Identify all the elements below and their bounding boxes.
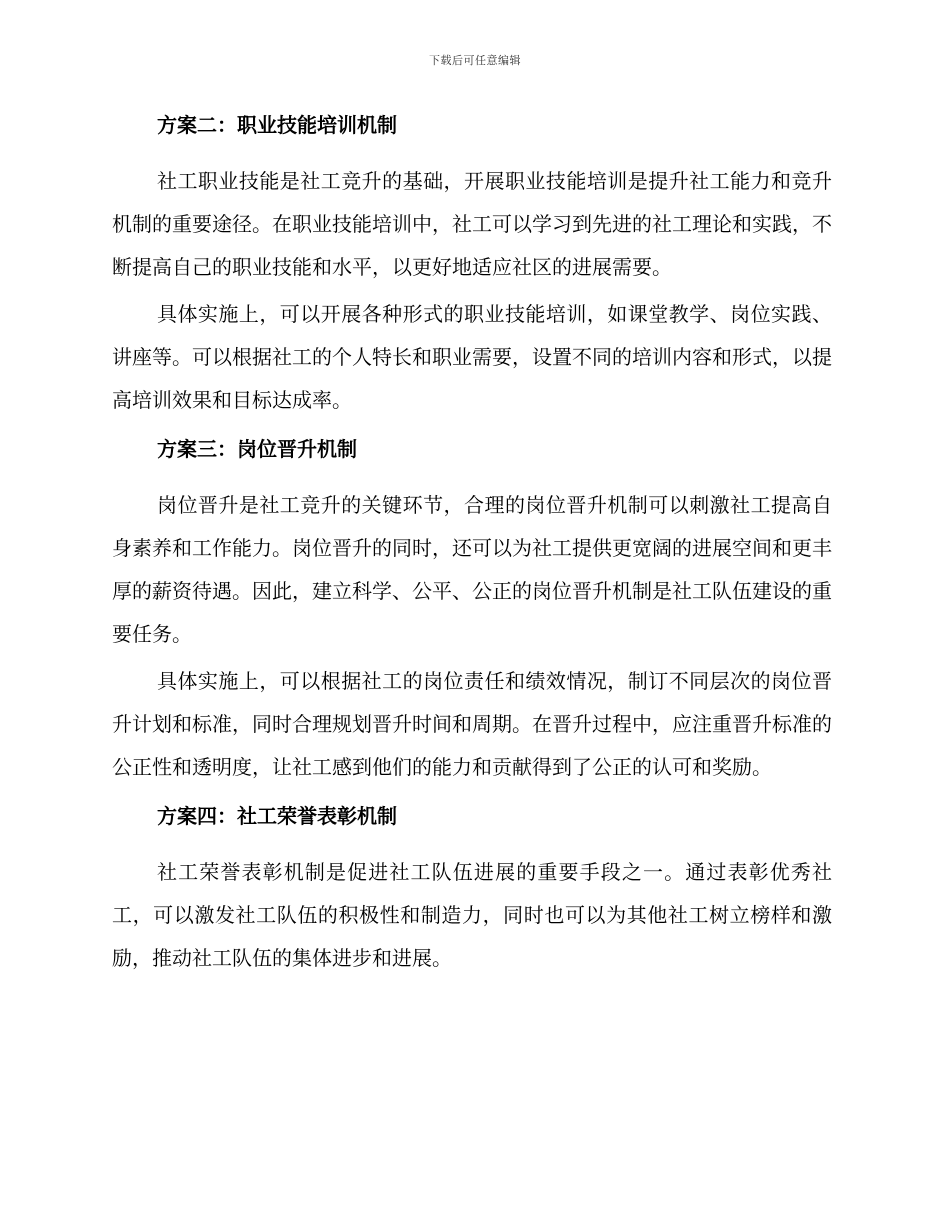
section-plan-three: [112, 434, 832, 789]
paragraph: 具体实施上，可以开展各种形式的职业技能培训，如课堂教学、岗位实践、讲座等。可以根据社工的个人特长和职业需要，设置不同的培训内容和形式，以提高培训效果和目标达成率。: [112, 302, 832, 412]
section-heading: 方案二：职业技能培训机制: [157, 113, 397, 137]
paragraph: 岗位晋升是社工竞升的关键环节，合理的岗位晋升机制可以刺激社工提高自身素养和工作能力。岗位晋升的同时，还可以为社工提供更宽阔的进展空间和更丰厚的薪资待遇。因此，建立科学、公平、公正的岗位晋升机制是社工队伍建设的重要任务。: [112, 493, 832, 646]
section-heading: 方案四：社工荣誉表彰机制: [157, 804, 397, 828]
section-heading: 方案三：岗位晋升机制: [157, 437, 357, 461]
header-note: 下载后可任意编辑: [429, 54, 521, 67]
section-plan-two: [112, 110, 832, 422]
section-plan-four: [112, 801, 832, 980]
paragraph: 社工职业技能是社工竞升的基础，开展职业技能培训是提升社工能力和竞升机制的重要途径。在职业技能培训中，社工可以学习到先进的社工理论和实践，不断提高自己的职业技能和水平，以更好地适应社区的进展需要。: [112, 169, 832, 279]
document-body: [112, 110, 832, 984]
paragraph: 社工荣誉表彰机制是促进社工队伍进展的重要手段之一。通过表彰优秀社工，可以激发社工队伍的积极性和制造力，同时也可以为其他社工树立榜样和激励，推动社工队伍的集体进步和进展。: [112, 860, 832, 970]
paragraph: 具体实施上，可以根据社工的岗位责任和绩效情况，制订不同层次的岗位晋升计划和标准，同时合理规划晋升时间和周期。在晋升过程中，应注重晋升标准的公正性和透明度，让社工感到他们的能力和贡献得到了公正的认可和奖励。: [112, 669, 832, 779]
